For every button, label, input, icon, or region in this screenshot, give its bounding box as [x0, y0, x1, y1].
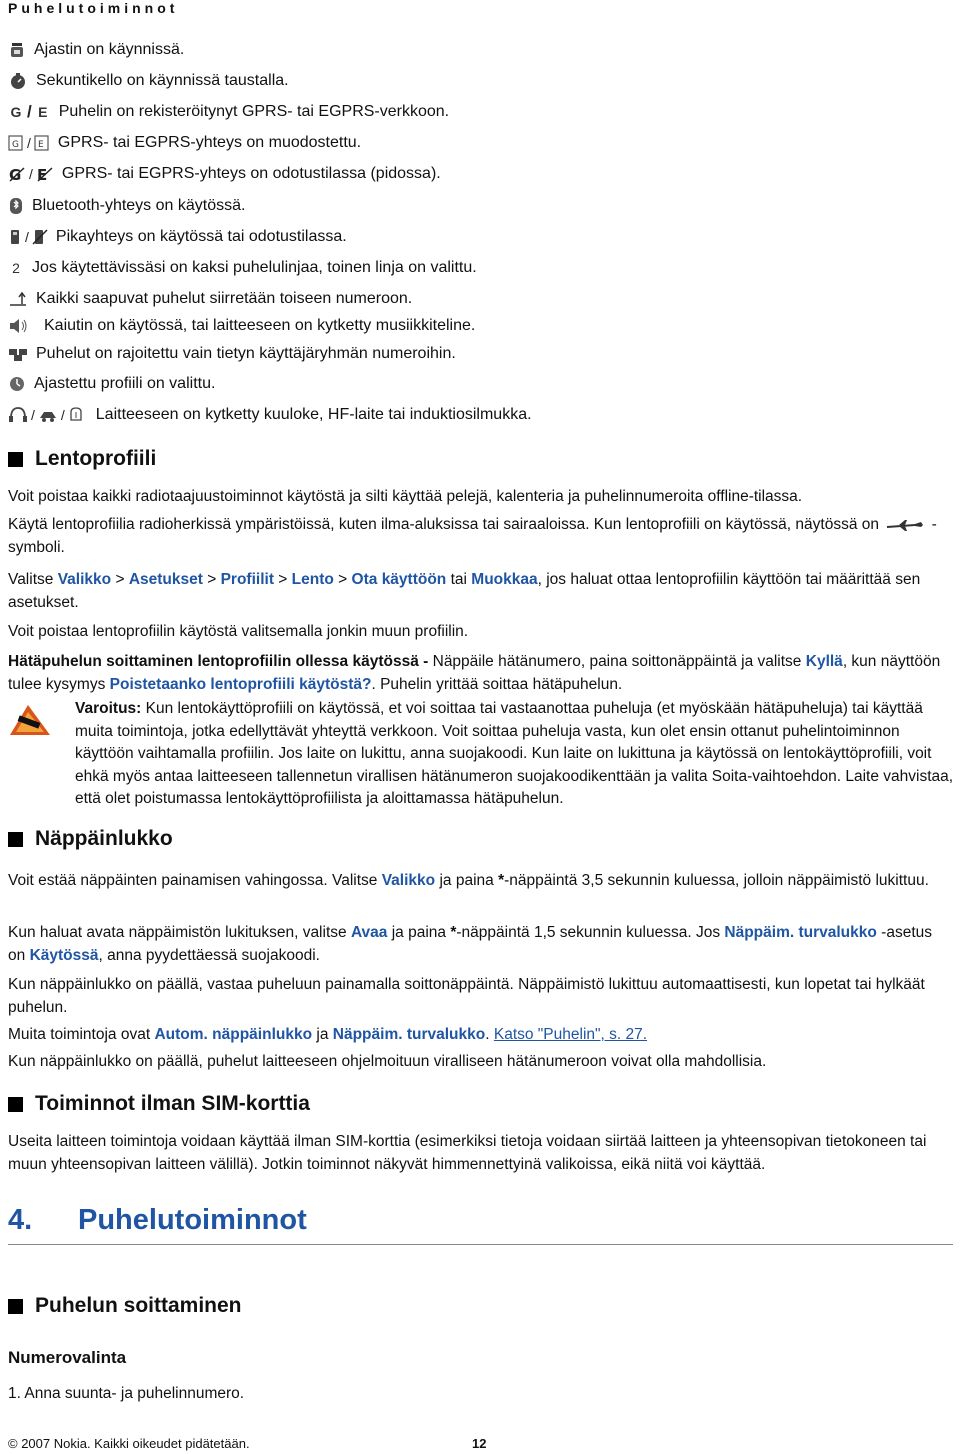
paragraph: Voit poistaa lentoprofiilin käytöstä valitsemalla jonkin muun profiilin. — [8, 623, 469, 640]
text: , jos haluat ottaa lentoprofiilin käyttöön tai määrittää sen asetukset. — [8, 571, 921, 611]
status-row-stopwatch — [8, 68, 289, 94]
gprs-hold-icon: G / E — [8, 165, 54, 183]
status-row-bluetooth — [8, 193, 245, 219]
status-text: Bluetooth-yhteys on käytössä. — [32, 197, 246, 214]
separator: > — [115, 571, 125, 588]
setting-nappaim-turvalukko[interactable]: Näppäim. turvalukko — [332, 1026, 486, 1043]
status-text: GPRS- tai EGPRS-yhteys on odotustilassa (pidossa). — [61, 165, 441, 182]
status-row-gprs-registered — [8, 99, 449, 125]
status-row-gprs-connected — [8, 130, 361, 156]
menu-link-valikko[interactable]: Valikko — [381, 872, 436, 889]
status-row-timed-profile — [8, 371, 215, 397]
paragraph — [8, 1023, 953, 1046]
menu-link-profiilit[interactable]: Profiilit — [220, 571, 274, 588]
svg-text:E: E — [36, 166, 48, 183]
heading-text: Näppäinlukko — [35, 827, 173, 850]
text: -symboli. — [8, 516, 937, 556]
paragraph-menu-path — [8, 568, 953, 614]
text: -näppäintä 1,5 sekunnin kuluessa. Jos — [456, 924, 721, 941]
line-two-icon: 2 — [12, 260, 20, 276]
text: ja paina — [439, 872, 494, 889]
text: Voit estää näppäinten painamisen vahingossa. Valitse — [8, 872, 378, 889]
heading-nappainlukko — [8, 827, 173, 851]
chapter-heading — [8, 1204, 953, 1245]
status-text: Laitteeseen on kytketty kuuloke, HF-laite tai induktiosilmukka. — [95, 406, 532, 423]
headset-icon: / / — [8, 406, 84, 424]
status-text: Sekuntikello on käynnissä taustalla. — [36, 72, 289, 89]
separator: > — [207, 571, 217, 588]
status-text: GPRS- tai EGPRS-yhteys on muodostettu. — [57, 134, 362, 151]
chapter-title: Puhelutoiminnot — [78, 1204, 307, 1236]
text: Näppäile hätänumero, paina soittonäppäintä ja valitse — [428, 653, 802, 670]
bluetooth-icon — [8, 197, 24, 215]
status-row-loudspeaker — [8, 313, 475, 339]
status-text: Kaiutin on käytössä, tai laitteeseen on kytketty musiikkiteline. — [44, 317, 476, 334]
page-number: 12 — [472, 1436, 487, 1451]
svg-text:G: G — [9, 166, 22, 183]
option-kaytossa[interactable]: Käytössä — [29, 947, 99, 964]
status-text: Ajastin on käynnissä. — [34, 41, 185, 58]
status-row-gprs-hold — [8, 161, 441, 187]
menu-link-muokkaa[interactable]: Muokkaa — [471, 571, 538, 588]
status-text: Puhelut on rajoitettu vain tietyn käyttäjäryhmän numeroihin. — [36, 345, 456, 362]
paragraph — [8, 869, 953, 892]
status-text: Puhelin on rekisteröitynyt GPRS- tai EGPRS-verkkoon. — [58, 103, 450, 120]
status-text: Ajastettu profiili on valittu. — [34, 375, 216, 392]
running-header: Puhelutoiminnot — [8, 0, 179, 16]
status-row-call-divert — [8, 286, 412, 312]
heading-text: Lentoprofiili — [35, 447, 157, 470]
paragraph-emergency — [8, 650, 953, 696]
bold-lead: Hätäpuhelun soittaminen lentoprofiilin ollessa käytössä - — [8, 653, 429, 670]
gprs-connected-icon: G / E — [8, 134, 50, 152]
list-item-step-1: 1. Anna suunta- ja puhelinnumero. — [8, 1385, 245, 1402]
text: ja paina — [391, 924, 447, 941]
status-text: Kaikki saapuvat puhelut siirretään toiseen numeroon. — [36, 290, 413, 307]
heading-text: Toiminnot ilman SIM-korttia — [35, 1092, 310, 1115]
text: -näppäintä 3,5 sekunnin kuluessa, jolloin näppäimistö lukittuu. — [504, 872, 929, 889]
bullet-square-icon — [8, 1097, 23, 1112]
text: tai — [450, 571, 467, 588]
svg-text:E: E — [37, 140, 44, 150]
cross-reference-link[interactable]: Katso "Puhelin", s. 27. — [493, 1026, 648, 1043]
warning-icon — [8, 703, 52, 737]
status-row-line-two — [8, 255, 477, 281]
text: Käytä lentoprofiilia radioherkissä ympäristöissä, kuten ilma-aluksissa tai sairaaloissa. Kun lentoprofiili on käytössä, näytössä on — [8, 516, 880, 533]
heading-puhelun-soittaminen — [8, 1294, 242, 1318]
menu-link-asetukset[interactable]: Asetukset — [128, 571, 203, 588]
separator: > — [278, 571, 288, 588]
heading-lentoprofiili — [8, 447, 156, 471]
flight-mode-icon — [885, 518, 925, 532]
option-avaa[interactable]: Avaa — [350, 924, 388, 941]
menu-link-lento[interactable]: Lento — [291, 571, 334, 588]
bullet-square-icon — [8, 452, 23, 467]
warning-paragraph — [75, 698, 955, 811]
status-text: Jos käytettävissäsi on kaksi puhelulinjaa, toinen linja on valittu. — [32, 259, 477, 276]
loudspeaker-icon — [8, 317, 30, 335]
timed-profile-icon — [8, 375, 26, 393]
text: ja — [316, 1026, 329, 1043]
status-row-closed-group — [8, 341, 456, 367]
paragraph: Useita laitteen toimintoja voidaan käyttää ilman SIM-korttia (esimerkiksi tietoja voidaan siirtää laitteen ja yhteensopivan tietokoneen tai muun yhteensopivan laitteen välillä). Jotkin toiminnot näkyvät himmennettyinä valikoissa, eikä niitä voi käyttää. — [8, 1133, 927, 1173]
warning-text: Kun lentokäyttöprofiili on käytössä, et voi soittaa tai vastaanottaa puheluja (et myöskään hätäpuheluja) tai käyttää muita toimintoja, jotka edellyttävät yhteyttä verkkoon. Voit soittaa puheluja vasta, kun olet ensin ottanut puhelintoiminnon käyttöön vaihtamalla profiilin. Jos laite on lukittu, anna suojakoodi. Kun laite on lukittuna ja käytössä on lentokäyttöprofiili, voit ehkä myös antaa laitteeseen tallennetun virallisen hätänumeron suojakoodikenttään ja valita Soita-vaihtoehdon. Laite vahvistaa, että olet poistumassa lentokäyttöprofiilista ja aloittamassa hätäpuhelun. — [75, 700, 954, 807]
paragraph: Kun näppäinlukko on päällä, vastaa puheluun painamalla soittonäppäintä. Näppäimistö lukittuu automaattisesti, kun lopetat tai hylkäät puhelun. — [8, 976, 925, 1016]
gprs-registered-icon: G / E — [10, 102, 48, 121]
subheading-numerovalinta: Numerovalinta — [8, 1348, 127, 1367]
stopwatch-icon — [8, 72, 28, 90]
closed-group-icon — [8, 345, 28, 363]
option-kylla[interactable]: Kyllä — [805, 653, 843, 670]
text: -asetus on — [8, 924, 933, 964]
text: Valitse — [8, 571, 54, 588]
setting-autom-nappainlukko[interactable]: Autom. näppäinlukko — [154, 1026, 313, 1043]
text: Muita toimintoja ovat — [8, 1026, 151, 1043]
svg-text:G: G — [12, 140, 19, 150]
heading-text: Puhelun soittaminen — [35, 1294, 242, 1317]
text: . — [485, 1026, 490, 1043]
star-key: * — [498, 872, 505, 889]
paragraph — [8, 513, 953, 559]
text: , kun näyttöön tulee kysymys — [8, 653, 941, 693]
footer-copyright: © 2007 Nokia. Kaikki oikeudet pidätetään. — [8, 1436, 250, 1451]
paragraph — [8, 921, 953, 967]
paragraph: Voit poistaa kaikki radiotaajuustoiminnot käytöstä ja silti käyttää pelejä, kalenteria ja puhelinnumeroita offline-tilassa. — [8, 488, 803, 505]
text: . Puhelin yrittää soittaa hätäpuhelun. — [371, 676, 623, 693]
timer-icon — [8, 41, 26, 59]
prompt-poistetaanko: Poistetaanko lentoprofiili käytöstä? — [109, 676, 372, 693]
status-row-timer — [8, 37, 184, 63]
menu-link-ota-kayttoon[interactable]: Ota käyttöön — [351, 571, 447, 588]
push-to-talk-icon: / — [8, 228, 48, 246]
separator: > — [338, 571, 348, 588]
status-row-push-to-talk — [8, 224, 347, 250]
bullet-square-icon — [8, 832, 23, 847]
star-key: * — [450, 924, 457, 941]
chapter-number: 4. — [8, 1204, 33, 1236]
status-text: Pikayhteys on käytössä tai odotustilassa. — [55, 228, 347, 245]
heading-ilman-sim — [8, 1092, 310, 1116]
text: , anna pyydettäessä suojakoodi. — [98, 947, 320, 964]
paragraph: Kun näppäinlukko on päällä, puhelut laitteeseen ohjelmoituun viralliseen hätänumeroon voivat olla mahdollisia. — [8, 1053, 767, 1070]
warning-label: Varoitus: — [75, 700, 142, 717]
text: Kun haluat avata näppäimistön lukituksen, valitse — [8, 924, 347, 941]
status-row-headset — [8, 402, 532, 428]
bullet-square-icon — [8, 1299, 23, 1314]
call-divert-icon — [8, 290, 28, 308]
setting-nappaim-turvalukko[interactable]: Näppäim. turvalukko — [724, 924, 877, 941]
menu-link-valikko[interactable]: Valikko — [57, 571, 112, 588]
